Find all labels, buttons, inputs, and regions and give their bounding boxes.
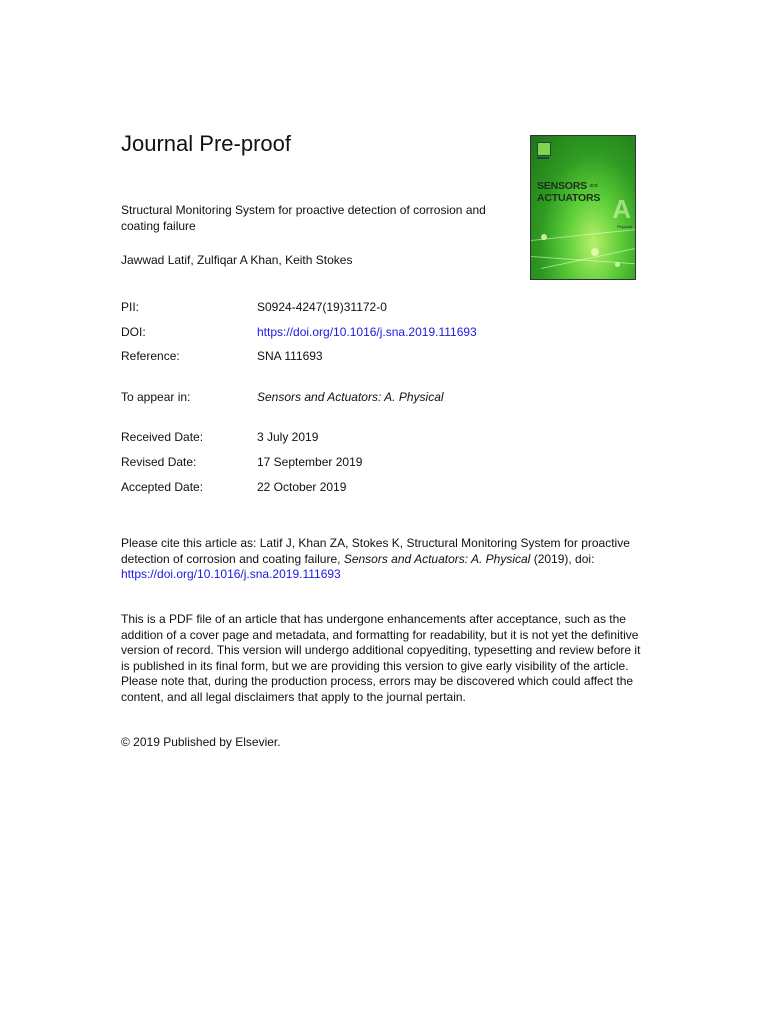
citation-paragraph bbox=[121, 536, 641, 583]
cover-light-beam-2 bbox=[531, 256, 636, 265]
publisher-logo-underline bbox=[537, 157, 549, 159]
meta-row-doi bbox=[121, 325, 641, 341]
copyright-notice: © 2019 Published by Elsevier. bbox=[121, 735, 281, 749]
meta-row-received bbox=[121, 430, 641, 446]
cover-title-line1: SENSORS bbox=[537, 180, 587, 192]
article-title: Structural Monitoring System for proactive detection of corrosion and coating failure bbox=[121, 203, 486, 233]
page-heading: Journal Pre-proof bbox=[121, 131, 291, 156]
cover-title-and: and bbox=[589, 183, 598, 190]
doi-label: DOI: bbox=[121, 325, 146, 339]
citation-suffix: (2019), doi: bbox=[533, 551, 595, 566]
citation-prefix: Please cite this article as: Latif J, Khan ZA, Stokes K, Structural Monitoring System for proactive detection of corrosion and coating failure, bbox=[121, 536, 630, 566]
meta-row-appear-in bbox=[121, 390, 641, 406]
appear-in-value: Sensors and Actuators: A. Physical bbox=[257, 390, 444, 404]
received-date-label: Received Date: bbox=[121, 430, 204, 444]
citation-journal: Sensors and Actuators: A. Physical bbox=[343, 551, 531, 566]
revised-date-value: 17 September 2019 bbox=[257, 455, 363, 469]
meta-row-pii bbox=[121, 300, 641, 316]
cover-title-line2: ACTUATORS bbox=[537, 192, 601, 205]
accepted-date-value: 22 October 2019 bbox=[257, 480, 347, 494]
accepted-date-label: Accepted Date: bbox=[121, 480, 204, 494]
pii-value: S0924-4247(19)31172-0 bbox=[257, 300, 387, 314]
cover-subtitle: Physical bbox=[617, 224, 632, 229]
reference-value: SNA 111693 bbox=[257, 349, 323, 363]
cover-title bbox=[537, 180, 600, 204]
journal-cover-image bbox=[530, 135, 636, 280]
pii-label: PII: bbox=[121, 300, 140, 314]
publisher-logo-icon bbox=[537, 142, 551, 156]
cover-section-letter: A bbox=[612, 194, 631, 224]
doi-link[interactable]: https://doi.org/10.1016/j.sna.2019.111693 bbox=[257, 325, 477, 339]
revised-date-label: Revised Date: bbox=[121, 455, 197, 469]
meta-row-revised bbox=[121, 455, 641, 471]
meta-row-reference bbox=[121, 349, 641, 365]
citation-doi-link[interactable]: https://doi.org/10.1016/j.sna.2019.111693 bbox=[121, 567, 341, 581]
article-authors: Jawwad Latif, Zulfiqar A Khan, Keith Stokes bbox=[121, 253, 353, 267]
meta-row-accepted bbox=[121, 480, 641, 496]
preproof-notice: This is a PDF file of an article that has undergone enhancements after acceptance, such as the addition of a cover page and metadata, and formatting for readability, but it is not yet the definitive version of record. This version will undergo additional copyediting, typesetting and review before it is published in its final form, but we are providing this version to give early visibility of the article. Please note that, during the production process, errors may be discovered which could affect the content, and all legal disclaimers that apply to the journal pertain. bbox=[121, 612, 641, 704]
appear-in-label: To appear in: bbox=[121, 390, 191, 404]
reference-label: Reference: bbox=[121, 349, 180, 363]
received-date-value: 3 July 2019 bbox=[257, 430, 319, 444]
